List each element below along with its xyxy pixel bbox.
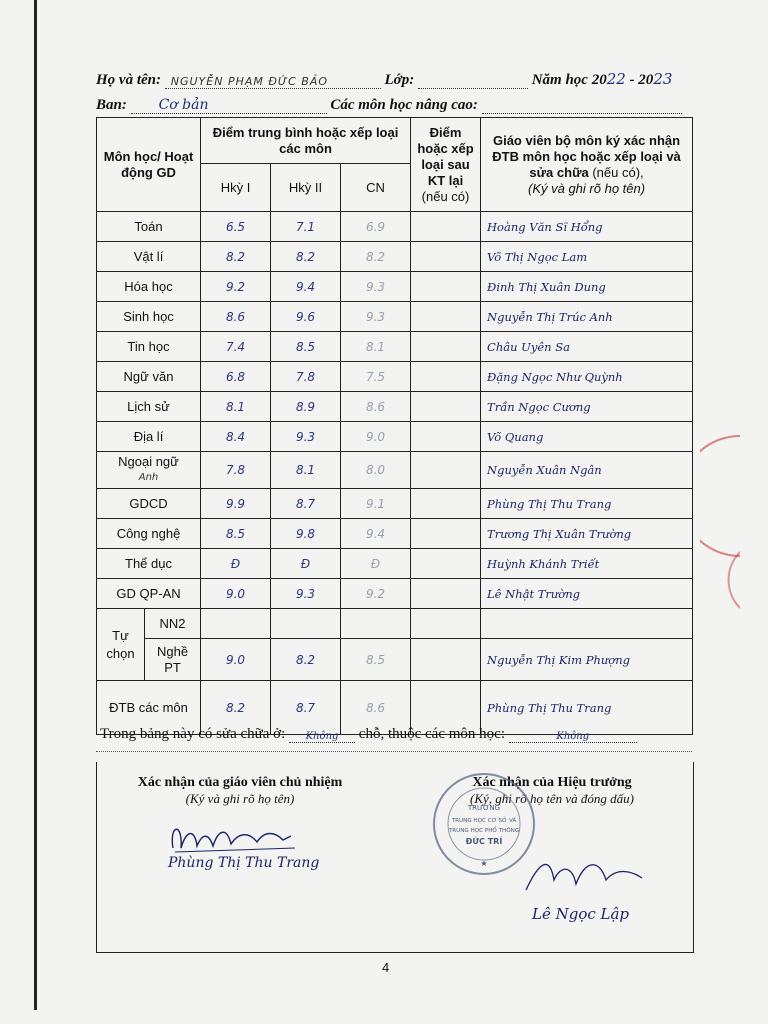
hk1-cell: 8.4 <box>201 422 271 452</box>
elective-nn2-teacher <box>481 609 693 639</box>
subject-cell: Thể dục <box>97 549 201 579</box>
elective-row-nghe <box>97 639 693 681</box>
retest-cell <box>411 272 481 302</box>
header-hk2: Hkỳ II <box>271 164 341 212</box>
teacher-signature: Đinh Thị Xuân Dung <box>481 272 693 302</box>
teacher-signature: Võ Thị Ngọc Lam <box>481 242 693 272</box>
retest-cell <box>411 422 481 452</box>
binder-edge-line <box>34 0 37 1010</box>
stamp-line-3: TRUNG HỌC PHỔ THÔNG <box>448 828 520 834</box>
elective-label <box>97 609 145 681</box>
hk1-cell: 8.5 <box>201 519 271 549</box>
stamp-line-1: TRƯỜNG <box>467 804 501 812</box>
correction-line <box>100 726 690 743</box>
teacher-signature: Phùng Thị Thu Trang <box>481 489 693 519</box>
subject-cell: Toán <box>97 212 201 242</box>
year-from: 22 <box>606 70 626 88</box>
table-row <box>97 332 693 362</box>
teacher-signature: Lê Nhật Trường <box>481 579 693 609</box>
subject-cell: Hóa học <box>97 272 201 302</box>
header-retest-note: (nếu có) <box>421 188 470 204</box>
elective-nn2-retest <box>411 609 481 639</box>
subject-cell: Vật lí <box>97 242 201 272</box>
header-teacher-label: Giáo viên bộ môn ký xác nhận ĐTB môn học hoặc xếp loại và sửa chữa <box>492 132 681 180</box>
retest-cell <box>411 489 481 519</box>
retest-cell <box>411 242 481 272</box>
header-hk1: Hkỳ I <box>201 164 271 212</box>
retest-cell <box>411 549 481 579</box>
retest-cell <box>411 332 481 362</box>
advanced-label: Các môn học nâng cao: <box>330 97 478 113</box>
subject-cell: GD QP-AN <box>97 579 201 609</box>
teacher-signature: Đặng Ngọc Như Quỳnh <box>481 362 693 392</box>
class-label: Lớp: <box>384 72 415 88</box>
subject-cell: Địa lí <box>97 422 201 452</box>
header-teacher <box>481 118 693 212</box>
cn-cell: 8.6 <box>341 392 411 422</box>
teacher-signature: Phùng Thị Thu Trang <box>481 681 693 735</box>
cn-cell: 8.2 <box>341 242 411 272</box>
hk2-cell: 9.6 <box>271 302 341 332</box>
homeroom-note: (Ký và ghi rõ họ tên) <box>185 791 295 806</box>
retest-cell <box>411 579 481 609</box>
hk1-cell: 9.2 <box>201 272 271 302</box>
year-separator: - 20 <box>629 72 654 88</box>
edge-stamp-fragment <box>700 432 740 612</box>
dtb-hk2: 8.7 <box>271 681 341 735</box>
correction-text-b: chỗ, thuộc các môn học: <box>358 726 505 742</box>
subject-cell: Công nghệ <box>97 519 201 549</box>
ban-field: Cơ bản <box>131 97 327 114</box>
subject-cell-foreign <box>97 452 201 489</box>
subject-cell: Ngoại ngữ <box>118 454 179 469</box>
retest-cell <box>411 392 481 422</box>
hk1-cell: 9.9 <box>201 489 271 519</box>
hk2-cell: 7.8 <box>271 362 341 392</box>
table-row <box>97 302 693 332</box>
hk1-cell: 7.4 <box>201 332 271 362</box>
subject-cell: Ngữ văn <box>97 362 201 392</box>
table-row <box>97 422 693 452</box>
principal-signature-scribble <box>520 850 670 900</box>
table-row <box>97 362 693 392</box>
homeroom-title: Xác nhận của giáo viên chủ nhiệm <box>137 775 343 790</box>
subject-cell: Lịch sử <box>97 392 201 422</box>
retest-cell <box>411 362 481 392</box>
elective-nn2-hk2 <box>271 609 341 639</box>
table-header-row-1 <box>97 118 693 164</box>
ban-label: Ban: <box>96 97 127 113</box>
hk2-cell: Đ <box>271 549 341 579</box>
table-row <box>97 489 693 519</box>
principal-title: Xác nhận của Hiệu trưởng <box>472 775 632 790</box>
hk1-cell: 8.2 <box>201 242 271 272</box>
header-subject: Môn học/ Hoạt động GD <box>97 118 201 212</box>
elective-nn2: NN2 <box>145 609 201 639</box>
header-row-ban <box>96 96 696 114</box>
table-row <box>97 452 693 489</box>
hk2-cell: 9.4 <box>271 272 341 302</box>
stamp-line-2: TRUNG HỌC CƠ SỞ VÀ <box>451 818 517 824</box>
teacher-signature: Nguyễn Xuân Ngân <box>481 452 693 489</box>
elective-retest <box>411 639 481 681</box>
teacher-signature: Võ Quang <box>481 422 693 452</box>
teacher-signature: Nguyễn Thị Kim Phượng <box>481 639 693 681</box>
name-field: NGUYỄN PHẠM ĐỨC BẢO <box>165 75 381 89</box>
hk1-cell: 8.6 <box>201 302 271 332</box>
cn-cell: 9.1 <box>341 489 411 519</box>
cn-cell: 8.0 <box>341 452 411 489</box>
homeroom-section <box>110 775 370 807</box>
subject-cell: Tin học <box>97 332 201 362</box>
table-row <box>97 392 693 422</box>
hk1-cell: 9.0 <box>201 579 271 609</box>
retest-cell <box>411 452 481 489</box>
header-teacher-note: (nếu có), <box>592 164 644 180</box>
cn-cell: 9.0 <box>341 422 411 452</box>
stamp-star-icon: ★ <box>480 859 488 868</box>
table-row <box>97 212 693 242</box>
subject-cell: Sinh học <box>97 302 201 332</box>
teacher-signature: Huỳnh Khánh Triết <box>481 549 693 579</box>
cn-cell: 9.3 <box>341 272 411 302</box>
cn-cell: Đ <box>341 549 411 579</box>
elective-row-nn2 <box>97 609 693 639</box>
principal-name: Lê Ngọc Lập <box>532 905 630 923</box>
elective-hk2: 8.2 <box>271 639 341 681</box>
elective-nghe: Nghề PT <box>145 639 201 681</box>
hk1-cell: 7.8 <box>201 452 271 489</box>
table-row <box>97 579 693 609</box>
table-row <box>97 549 693 579</box>
elective-hk1: 9.0 <box>201 639 271 681</box>
foreign-language-name: Anh <box>138 472 159 483</box>
elective-nn2-hk1 <box>201 609 271 639</box>
hk2-cell: 9.3 <box>271 579 341 609</box>
teacher-signature: Hoàng Văn Sĩ Hổng <box>481 212 693 242</box>
table-row <box>97 242 693 272</box>
cn-cell: 6.9 <box>341 212 411 242</box>
hk1-cell: Đ <box>201 549 271 579</box>
cn-cell: 7.5 <box>341 362 411 392</box>
dtb-hk1: 8.2 <box>201 681 271 735</box>
cn-cell: 9.3 <box>341 302 411 332</box>
teacher-signature: Trần Ngọc Cương <box>481 392 693 422</box>
page-number: 4 <box>382 960 390 975</box>
name-label: Họ và tên: <box>96 72 161 88</box>
correction-text-a: Trong bảng này có sửa chữa ở: <box>100 726 286 742</box>
correction-subjects: Không <box>509 731 637 743</box>
teacher-signature: Trương Thị Xuân Trường <box>481 519 693 549</box>
grades-table <box>96 117 693 735</box>
hk2-cell: 8.5 <box>271 332 341 362</box>
retest-cell <box>411 302 481 332</box>
year-label: Năm học 20 <box>531 72 607 88</box>
principal-note: (Ký, ghi rõ họ tên và đóng dấu) <box>470 791 634 806</box>
hk2-cell: 8.7 <box>271 489 341 519</box>
header-teacher-sign: (Ký và ghi rõ họ tên) <box>528 180 646 196</box>
stamp-line-4: ĐỨC TRÍ <box>465 837 503 846</box>
header-avg: Điểm trung bình hoặc xếp loại các môn <box>201 118 411 164</box>
correction-places: Không <box>289 731 355 743</box>
teacher-signature: Nguyễn Thị Trúc Anh <box>481 302 693 332</box>
table-row <box>97 272 693 302</box>
class-field <box>418 71 528 89</box>
homeroom-name: Phùng Thị Thu Trang <box>168 855 320 871</box>
retest-cell <box>411 212 481 242</box>
hk2-cell: 9.3 <box>271 422 341 452</box>
hk2-cell: 8.1 <box>271 452 341 489</box>
header-retest-label: Điểm hoặc xếp loại sau KT lại <box>417 124 474 188</box>
elective-nn2-cn <box>341 609 411 639</box>
cn-cell: 9.2 <box>341 579 411 609</box>
hk2-cell: 7.1 <box>271 212 341 242</box>
teacher-signature: Châu Uyên Sa <box>481 332 693 362</box>
elective-cn: 8.5 <box>341 639 411 681</box>
header-retest <box>411 118 481 212</box>
hk1-cell: 8.1 <box>201 392 271 422</box>
retest-cell <box>411 519 481 549</box>
cn-cell: 8.1 <box>341 332 411 362</box>
year-to: 23 <box>653 70 673 88</box>
hk2-cell: 9.8 <box>271 519 341 549</box>
dtb-cn: 8.6 <box>341 681 411 735</box>
header-cn: CN <box>341 164 411 212</box>
hk2-cell: 8.2 <box>271 242 341 272</box>
table-row <box>97 519 693 549</box>
dotted-separator <box>96 751 692 752</box>
hk1-cell: 6.5 <box>201 212 271 242</box>
subject-cell: GDCD <box>97 489 201 519</box>
elective-label-text: Tự chọn <box>106 627 135 661</box>
homeroom-signature-scribble <box>165 818 315 858</box>
cn-cell: 9.4 <box>341 519 411 549</box>
hk2-cell: 8.9 <box>271 392 341 422</box>
advanced-field <box>482 96 682 114</box>
hk1-cell: 6.8 <box>201 362 271 392</box>
dtb-label: ĐTB các môn <box>97 681 201 735</box>
header-row-name <box>96 70 696 89</box>
